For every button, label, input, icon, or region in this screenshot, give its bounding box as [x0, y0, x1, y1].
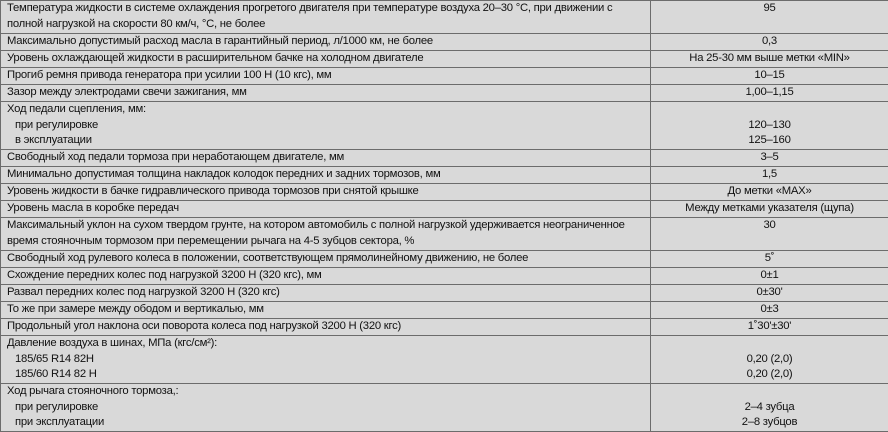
- param-heading: Давление воздуха в шинах, МПа (кгс/см²):: [7, 336, 644, 352]
- table-row: [1, 218, 888, 251]
- value-cell: 1˚30'±30': [651, 319, 888, 336]
- value-sub: 125–160: [655, 133, 884, 149]
- param-cell: Максимально допустимый расход масла в гарантийный период, л/1000 км, не более: [1, 34, 651, 51]
- value-cell: 0±3: [651, 302, 888, 319]
- value-cell: 1,5: [651, 167, 888, 184]
- param-cell: [1, 336, 651, 384]
- value-cell: На 25-30 мм выше метки «MIN»: [651, 51, 888, 68]
- param-cell: Свободный ход педали тормоза при неработающем двигателе, мм: [1, 150, 651, 167]
- value-cell: 3–5: [651, 150, 888, 167]
- value-cell: До метки «MAX»: [651, 184, 888, 201]
- value-sub: 0,20 (2,0): [655, 352, 884, 368]
- table-row: [1, 184, 888, 201]
- value-sub: 2–4 зубца: [655, 400, 884, 416]
- table-row: [1, 102, 888, 150]
- param-heading: Ход рычага стояночного тормоза,:: [7, 384, 644, 400]
- value-sub: 2–8 зубцов: [655, 415, 884, 431]
- param-cell: Уровень охлаждающей жидкости в расширительном бачке на холодном двигателе: [1, 51, 651, 68]
- param-heading: Ход педали сцепления, мм:: [7, 102, 644, 118]
- table-row: [1, 51, 888, 68]
- param-sub: при эксплуатации: [7, 415, 644, 431]
- value-cell: [651, 102, 888, 150]
- table-row: [1, 302, 888, 319]
- table-row: [1, 285, 888, 302]
- param-cell: Температура жидкости в системе охлаждения прогретого двигателя при температуре воздуха 20–30 °С, при движении с полной нагрузкой на скорости 80 км/ч, °С, не более: [1, 1, 651, 34]
- value-cell: [651, 336, 888, 384]
- param-sub: 185/60 R14 82 Н: [7, 367, 644, 383]
- value-sub: 120–130: [655, 118, 884, 134]
- param-cell: То же при замере между ободом и вертикалью, мм: [1, 302, 651, 319]
- param-sub: 185/65 R14 82Н: [7, 352, 644, 368]
- param-cell: Уровень масла в коробке передач: [1, 201, 651, 218]
- param-cell: Минимально допустимая толщина накладок колодок передних и задних тормозов, мм: [1, 167, 651, 184]
- table-row: [1, 319, 888, 336]
- table-row: [1, 34, 888, 51]
- value-cell: 0±30': [651, 285, 888, 302]
- param-cell: Продольный угол наклона оси поворота колеса под нагрузкой 3200 Н (320 кгс): [1, 319, 651, 336]
- value-cell: 0,3: [651, 34, 888, 51]
- param-sub: при регулировке: [7, 118, 644, 134]
- value-cell: 0±1: [651, 268, 888, 285]
- table-row: [1, 268, 888, 285]
- param-cell: Схождение передних колес под нагрузкой 3200 Н (320 кгс), мм: [1, 268, 651, 285]
- table-row: [1, 68, 888, 85]
- value-cell: 95: [651, 1, 888, 34]
- value-cell: Между метками указателя (щупа): [651, 201, 888, 218]
- param-cell: Зазор между электродами свечи зажигания, мм: [1, 85, 651, 102]
- param-cell: Прогиб ремня привода генератора при усилии 100 Н (10 кгс), мм: [1, 68, 651, 85]
- value-cell: 5˚: [651, 251, 888, 268]
- value-cell: 10–15: [651, 68, 888, 85]
- value-cell: 1,00–1,15: [651, 85, 888, 102]
- param-cell: Развал передних колес под нагрузкой 3200 Н (320 кгс): [1, 285, 651, 302]
- param-cell: Уровень жидкости в бачке гидравлического привода тормозов при снятой крышке: [1, 184, 651, 201]
- param-cell: Свободный ход рулевого колеса в положении, соответствующем прямолинейному движению, не более: [1, 251, 651, 268]
- table-row: [1, 1, 888, 34]
- table-row: [1, 251, 888, 268]
- value-sub: 0,20 (2,0): [655, 367, 884, 383]
- table-row: [1, 336, 888, 384]
- table-row: [1, 201, 888, 218]
- table-row: [1, 167, 888, 184]
- param-sub: при регулировке: [7, 400, 644, 416]
- table-row: [1, 85, 888, 102]
- table-row: [1, 384, 888, 432]
- param-cell: Максимальный уклон на сухом твердом грунте, на котором автомобиль с полной нагрузкой удерживается неограниченное время стояночным тормозом при перемещении рычага на 4-5 зубцов сектора, %: [1, 218, 651, 251]
- table-row: [1, 150, 888, 167]
- value-cell: 30: [651, 218, 888, 251]
- param-cell: [1, 102, 651, 150]
- param-cell: [1, 384, 651, 432]
- param-sub: в эксплуатации: [7, 133, 644, 149]
- value-cell: [651, 384, 888, 432]
